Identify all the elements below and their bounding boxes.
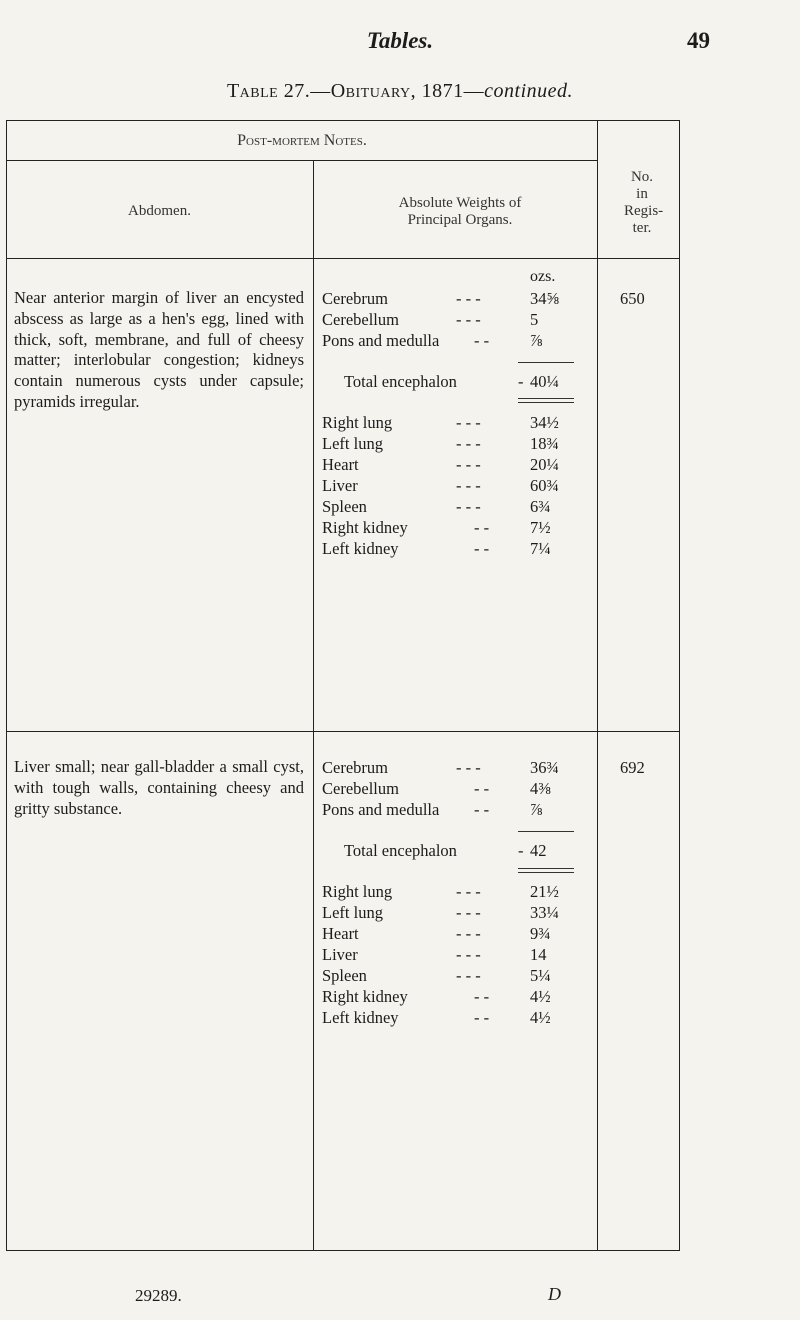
organ-row [322, 497, 594, 518]
organ-name: Spleen [322, 497, 367, 516]
organ-row [322, 903, 594, 924]
organ-leader: - - - [456, 289, 481, 308]
organ-value: 60¾ [530, 476, 559, 495]
record-divider-rule [6, 731, 680, 732]
total-rule [518, 868, 574, 869]
organ-value: 5 [530, 310, 539, 329]
organ-leader: - - [474, 539, 490, 558]
organ-value: 7½ [530, 518, 551, 537]
total-rule [518, 398, 574, 399]
organ-leader: - - [474, 331, 490, 350]
table-bottom-rule [6, 1250, 680, 1251]
organ-leader: - - - [456, 455, 481, 474]
organ-value: 7¼ [530, 539, 551, 558]
organ-value: 6¾ [530, 497, 551, 516]
organ-name: Left kidney [322, 539, 399, 558]
organ-leader: - [518, 372, 524, 391]
running-head: Tables. [366, 28, 434, 53]
organ-value: 21½ [530, 882, 559, 901]
organ-name: Pons and medulla [322, 331, 440, 350]
organ-leader: - - [474, 779, 490, 798]
organ-row [322, 841, 594, 862]
organ-row [322, 1008, 594, 1029]
organ-value: 40¼ [530, 372, 559, 391]
organ-value: ⅞ [530, 800, 543, 819]
signature-letter: D [548, 1284, 561, 1304]
table-top-rule [6, 120, 680, 121]
organ-name: Left lung [322, 434, 383, 453]
organ-row [322, 987, 594, 1008]
table-title [0, 80, 800, 103]
weights-register-divider [597, 120, 598, 1250]
register-column-header: No. in Regis- ter. [624, 169, 664, 236]
organ-name: Cerebrum [322, 289, 388, 308]
organ-row [322, 924, 594, 945]
organ-leader: - - [474, 518, 490, 537]
organ-name: Right kidney [322, 518, 408, 537]
organ-name: Cerebellum [322, 779, 399, 798]
organ-leader: - - - [456, 413, 481, 432]
organ-leader: - - - [456, 310, 481, 329]
organ-name: Liver [322, 476, 358, 495]
organ-value: 9¾ [530, 924, 551, 943]
abdomen-column-header: Abdomen. [128, 203, 191, 219]
organ-leader: - - [474, 1008, 490, 1027]
organ-name: Left kidney [322, 1008, 399, 1027]
organ-leader: - - [474, 987, 490, 1006]
total-rule [518, 872, 574, 873]
organ-row [322, 413, 594, 434]
organ-row [322, 476, 594, 497]
organ-row [322, 758, 594, 779]
organ-value: 18¾ [530, 434, 559, 453]
organ-name: Total encephalon [344, 372, 457, 391]
right-border [679, 120, 680, 1250]
organ-value: 34⅝ [530, 289, 559, 308]
organ-name: Cerebellum [322, 310, 399, 329]
organ-row [322, 966, 594, 987]
organ-row [322, 945, 594, 966]
abdomen-weights-divider [313, 160, 314, 1250]
total-rule [518, 402, 574, 403]
organ-leader: - - - [456, 882, 481, 901]
organ-leader: - - - [456, 434, 481, 453]
table-title-prefix: Table 27.—Obituary, 1871— [226, 80, 485, 102]
signature-number: 29289. [135, 1286, 182, 1305]
organ-row [322, 434, 594, 455]
abdomen-note-1: Near anterior margin of liver an encysted abscess as large as a hen's egg, lined with thick, soft, membrane, and full of cheesy matter; interlobular congestion; kidneys contain numerous cysts under capsule; pyramids irregular. [14, 288, 304, 411]
units-label: ozs. [530, 268, 556, 285]
organ-value: 20¼ [530, 455, 559, 474]
organ-name: Left lung [322, 903, 383, 922]
organ-name: Spleen [322, 966, 367, 985]
organ-leader: - - - [456, 497, 481, 516]
organ-name: Right lung [322, 882, 393, 901]
abdomen-note-2: Liver small; near gall-bladder a small cyst, with tough walls, containing cheesy and gritty substance. [14, 757, 304, 818]
organ-row [322, 539, 594, 560]
organ-value: 33¼ [530, 903, 559, 922]
organ-row [322, 518, 594, 539]
organ-row [322, 372, 594, 393]
organ-value: 34½ [530, 413, 559, 432]
table-title-continued: continued. [484, 80, 574, 102]
organ-leader: - - - [456, 903, 481, 922]
organ-value: 42 [530, 841, 547, 860]
organ-value: 36¾ [530, 758, 559, 777]
header-bottom-rule [6, 258, 680, 259]
organ-row [322, 800, 594, 821]
organ-name: Total encephalon [344, 841, 457, 860]
organ-row [322, 289, 594, 310]
weights-column-header: Absolute Weights of Principal Organs. [398, 195, 522, 228]
organ-name: Pons and medulla [322, 800, 440, 819]
group-header-rule [6, 160, 598, 161]
organ-leader: - - [474, 800, 490, 819]
organ-leader: - [518, 841, 524, 860]
organ-value: 5¼ [530, 966, 551, 985]
organ-row [322, 331, 594, 352]
organ-value: 14 [530, 945, 547, 964]
organ-leader: - - - [456, 945, 481, 964]
organ-leader: - - - [456, 476, 481, 495]
organ-row [322, 455, 594, 476]
organ-row [322, 310, 594, 331]
organ-name: Right lung [322, 413, 393, 432]
page-number: 49 [687, 28, 710, 53]
organ-value: 4⅜ [530, 779, 551, 798]
organ-leader: - - - [456, 966, 481, 985]
organ-name: Heart [322, 455, 359, 474]
organ-name: Cerebrum [322, 758, 388, 777]
organ-name: Heart [322, 924, 359, 943]
sum-rule [518, 831, 574, 832]
sum-rule [518, 362, 574, 363]
organ-name: Liver [322, 945, 358, 964]
organ-row [322, 779, 594, 800]
organ-value: 4½ [530, 1008, 551, 1027]
organ-row [322, 882, 594, 903]
organ-leader: - - - [456, 758, 481, 777]
organ-value: ⅞ [530, 331, 543, 350]
organ-leader: - - - [456, 924, 481, 943]
left-border [6, 120, 7, 1250]
register-number-1: 650 [620, 289, 645, 308]
group-header: Post-mortem Notes. [237, 132, 367, 149]
organ-name: Right kidney [322, 987, 408, 1006]
register-number-2: 692 [620, 758, 645, 777]
organ-value: 4½ [530, 987, 551, 1006]
